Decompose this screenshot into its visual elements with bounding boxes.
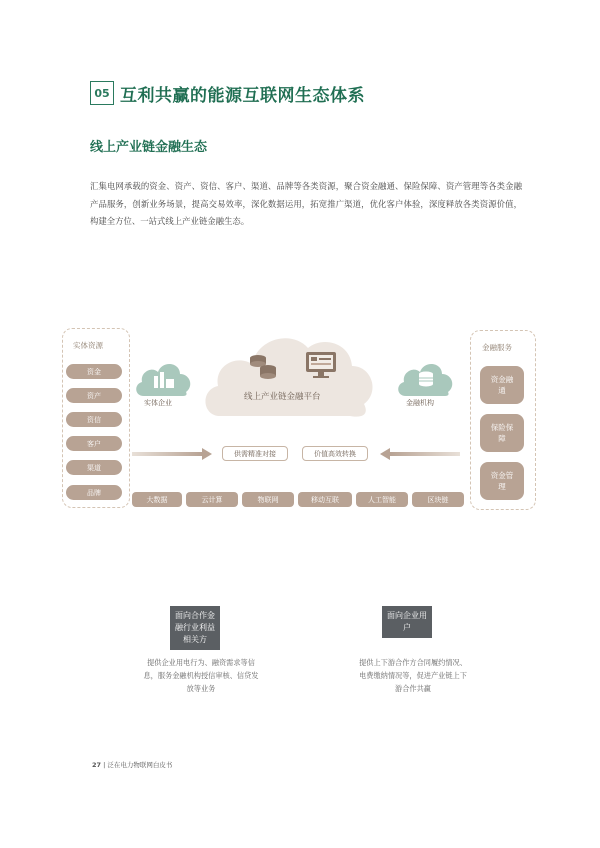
institution-label: 金融机构 [406,399,434,407]
left-box-title: 实体资源 [73,341,103,350]
stakeholder-box-finance: 面向合作金融行业利益相关方 [170,606,220,650]
section-title: 互利共赢的能源互联网生态体系 [120,85,365,106]
stakeholder-desc-finance: 提供企业用电行为、融资需求等信息，服务金融机构授信审核、信贷发放等业务 [143,658,259,693]
tech-chip: 云计算 [186,492,238,507]
subtitle: 线上产业链金融生态 [90,140,208,155]
stakeholder-desc-enterprise: 提供上下游合作方合同履约情况、电费缴纳情况等，促进产业链上下游合作共赢 [359,658,467,693]
service-item: 资金管理 [480,462,524,500]
resource-pill: 资产 [66,388,122,403]
tech-chip: 物联网 [242,492,294,507]
stakeholder-box-enterprise: 面向企业用户 [382,606,432,638]
platform-label: 线上产业链金融平台 [244,392,321,402]
service-item: 保险保障 [480,414,524,452]
resource-pill: 客户 [66,436,122,451]
enterprise-label: 实体企业 [144,399,172,407]
resource-pill: 渠道 [66,460,122,475]
platform-cloud [200,328,380,420]
service-item: 资金融通 [480,366,524,404]
right-box-title: 金融服务 [482,343,512,352]
resource-pill: 品牌 [66,485,122,500]
tech-chip: 移动互联 [298,492,352,507]
footer-text: 泛在电力物联网白皮书 [107,761,173,769]
tech-chip: 大数据 [132,492,182,507]
footer-divider: | [103,761,108,769]
resource-pill: 资金 [66,364,122,379]
coin-stack-icon [419,372,433,387]
section-number: 05 [90,81,114,105]
section-header [90,78,365,108]
page-footer [92,760,172,769]
enterprise-cloud [134,356,194,400]
page-number: 27 [92,761,102,769]
left-arrow-icon [380,448,460,460]
match-chip: 供需精准对接 [222,446,288,461]
tech-chip: 人工智能 [356,492,408,507]
intro-paragraph: 汇集电网承载的资金、资产、资信、客户、渠道、品牌等各类资源，聚合资金融通、保险保障、资产管理等各类金融产品服务，创新业务场景，提高交易效率，深化数据运用，拓宽推广渠道，优化客户体验，深度释放各类资源价值，构建全方位、一站式线上产业链金融生态。 [90,181,522,226]
right-arrow-icon [132,448,212,460]
tech-chip: 区块链 [412,492,464,507]
institution-cloud [396,356,456,400]
convert-chip: 价值高效转换 [302,446,368,461]
resource-pill: 资信 [66,412,122,427]
